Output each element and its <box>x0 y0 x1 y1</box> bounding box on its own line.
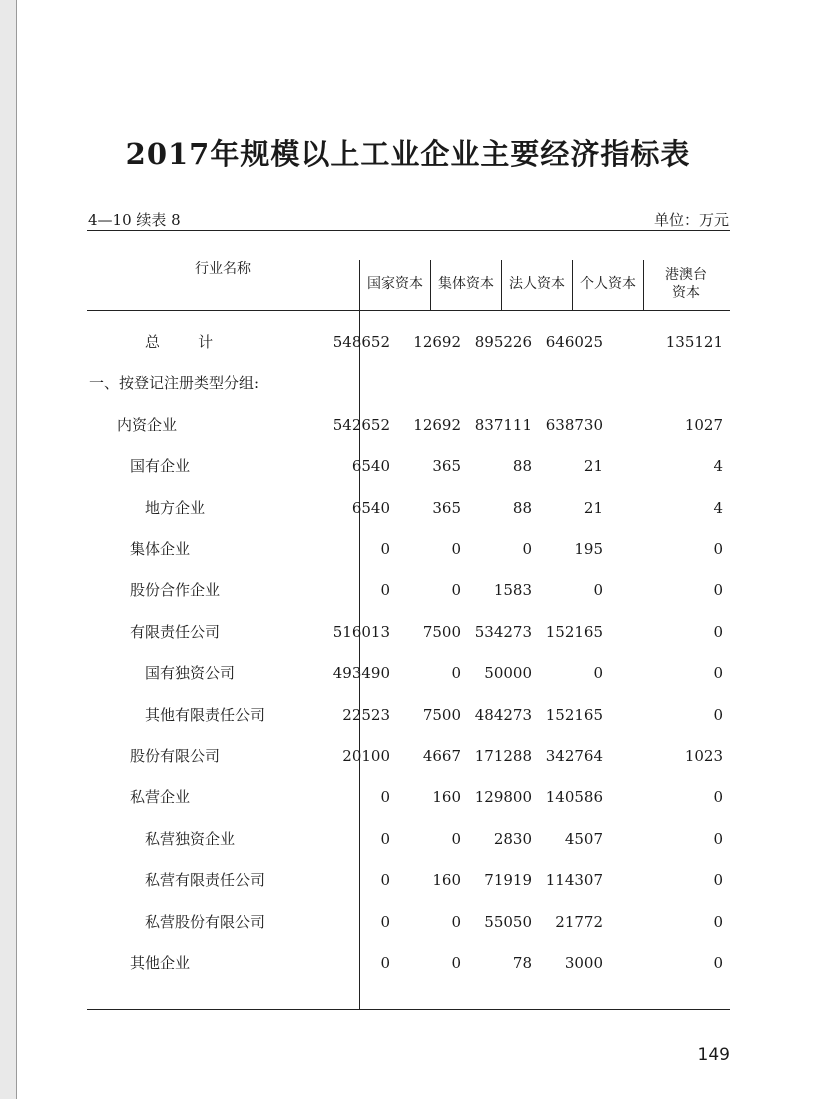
table-cell: 0 <box>380 912 390 931</box>
row-label: 私营独资企业 <box>145 829 236 848</box>
unit-label: 单位：万元 <box>653 211 729 229</box>
table-cell: 895226 <box>474 333 532 351</box>
table-cell: 4 <box>713 498 723 517</box>
table-cell: 0 <box>380 871 390 890</box>
table-row <box>87 827 730 851</box>
table-cell: 548652 <box>332 333 390 351</box>
row-label: 其他有限责任公司 <box>145 705 266 724</box>
table-cell: 4667 <box>422 747 461 765</box>
table-cell: 0 <box>713 705 723 724</box>
table-cell: 2830 <box>493 829 532 848</box>
table-cell: 195 <box>574 540 603 558</box>
table-cell: 0 <box>380 788 390 807</box>
table-cell: 6540 <box>351 457 390 476</box>
table-cell: 0 <box>713 954 723 972</box>
column-divider <box>643 260 644 310</box>
table-cell: 542652 <box>332 415 390 434</box>
table-cell: 0 <box>593 664 603 683</box>
table-cell: 171288 <box>474 747 532 765</box>
table-row <box>87 371 730 395</box>
table-cell: 152165 <box>545 705 603 724</box>
table-cell: 1023 <box>684 747 723 765</box>
table-cell: 0 <box>713 540 723 558</box>
table-cell: 3000 <box>564 954 603 972</box>
table-cell: 4 <box>713 457 723 476</box>
table-cell: 365 <box>432 498 461 517</box>
row-label: 私营企业 <box>130 788 191 807</box>
table-cell: 88 <box>512 498 532 517</box>
table-cell: 0 <box>713 912 723 931</box>
table-cell: 21 <box>583 457 603 476</box>
column-header: 港澳台资本 <box>665 267 707 301</box>
book-spine-shade <box>0 0 16 1099</box>
table-cell: 0 <box>713 581 723 600</box>
table-row <box>87 951 730 975</box>
page-title: 2017年规模以上工业企业主要经济指标表 <box>125 137 691 171</box>
table-cell: 0 <box>380 540 390 558</box>
table-cell: 0 <box>380 581 390 600</box>
table-cell: 493490 <box>332 664 390 683</box>
table-cell: 55050 <box>484 912 532 931</box>
row-label: 一、按登记注册类型分组: <box>89 374 260 393</box>
table-row <box>87 413 730 437</box>
table-row <box>87 661 730 685</box>
table-cell: 0 <box>713 788 723 807</box>
column-header: 法人资本 <box>509 276 565 292</box>
table-cell: 0 <box>522 540 532 558</box>
table-cell: 160 <box>432 788 461 807</box>
table-cell: 638730 <box>545 415 603 434</box>
table-cell: 129800 <box>474 788 532 807</box>
table-cell: 0 <box>593 581 603 600</box>
row-label: 股份有限公司 <box>130 747 221 765</box>
table-cell: 0 <box>713 829 723 848</box>
table-cell: 22523 <box>342 705 390 724</box>
row-label: 私营股份有限公司 <box>145 912 266 931</box>
table-row <box>87 703 730 727</box>
row-label-header: 行业名称 <box>195 261 251 277</box>
table-cell: 50000 <box>484 664 532 683</box>
table-cell: 534273 <box>474 622 532 641</box>
table-cell: 0 <box>380 829 390 848</box>
table-cell: 114307 <box>545 871 603 890</box>
table-cell: 0 <box>451 954 461 972</box>
table-cell: 342764 <box>545 747 603 765</box>
table-row <box>87 454 730 478</box>
column-header: 集体资本 <box>438 276 494 292</box>
table-cell: 1027 <box>684 415 723 434</box>
table-cell: 365 <box>432 457 461 476</box>
table-cell: 516013 <box>332 622 390 641</box>
table-cell: 837111 <box>474 415 532 434</box>
table-cell: 484273 <box>474 705 532 724</box>
page-number: 149 <box>697 1045 730 1065</box>
table-row <box>87 910 730 934</box>
row-label: 地方企业 <box>145 498 206 517</box>
table-cell: 135121 <box>665 333 723 351</box>
table-cell: 0 <box>713 871 723 890</box>
table-top-rule <box>87 230 730 231</box>
table-cell: 160 <box>432 871 461 890</box>
row-label: 国有独资公司 <box>145 664 236 683</box>
table-row <box>87 330 730 354</box>
row-label: 内资企业 <box>117 415 178 434</box>
table-cell: 21 <box>583 498 603 517</box>
table-id: 4—10 续表 8 <box>88 211 181 229</box>
table-cell: 0 <box>451 540 461 558</box>
table-cell: 88 <box>512 457 532 476</box>
table-cell: 7500 <box>422 622 461 641</box>
row-label: 国有企业 <box>130 457 191 476</box>
table-bottom-rule <box>87 1009 730 1010</box>
table-cell: 7500 <box>422 705 461 724</box>
table-row <box>87 868 730 892</box>
row-label: 总 计 <box>145 333 214 351</box>
table-cell: 0 <box>380 954 390 972</box>
table-row <box>87 785 730 809</box>
table-cell: 152165 <box>545 622 603 641</box>
column-header: 个人资本 <box>580 276 636 292</box>
table-cell: 0 <box>713 664 723 683</box>
table-cell: 0 <box>451 912 461 931</box>
table-cell: 1583 <box>493 581 532 600</box>
table-cell: 4507 <box>564 829 603 848</box>
table-row <box>87 537 730 561</box>
table-cell: 646025 <box>545 333 603 351</box>
table-cell: 12692 <box>413 415 461 434</box>
book-spine-edge <box>16 0 17 1099</box>
table-row <box>87 578 730 602</box>
row-label: 其他企业 <box>130 954 191 972</box>
table-cell: 12692 <box>413 333 461 351</box>
table-cell: 0 <box>451 829 461 848</box>
table-cell: 21772 <box>555 912 603 931</box>
table-row <box>87 744 730 768</box>
table-cell: 140586 <box>545 788 603 807</box>
table-cell: 71919 <box>484 871 532 890</box>
row-label: 股份合作企业 <box>130 581 221 600</box>
table-row <box>87 496 730 520</box>
table-cell: 0 <box>451 581 461 600</box>
table-cell: 0 <box>451 664 461 683</box>
row-label: 有限责任公司 <box>130 622 221 641</box>
header-bottom-rule <box>87 310 730 311</box>
table-cell: 20100 <box>342 747 390 765</box>
table-row <box>87 620 730 644</box>
table-cell: 78 <box>512 954 532 972</box>
row-label: 私营有限责任公司 <box>145 871 266 890</box>
table-cell: 0 <box>713 622 723 641</box>
column-header: 国家资本 <box>367 276 423 292</box>
row-label: 集体企业 <box>130 540 191 558</box>
table-cell: 6540 <box>351 498 390 517</box>
